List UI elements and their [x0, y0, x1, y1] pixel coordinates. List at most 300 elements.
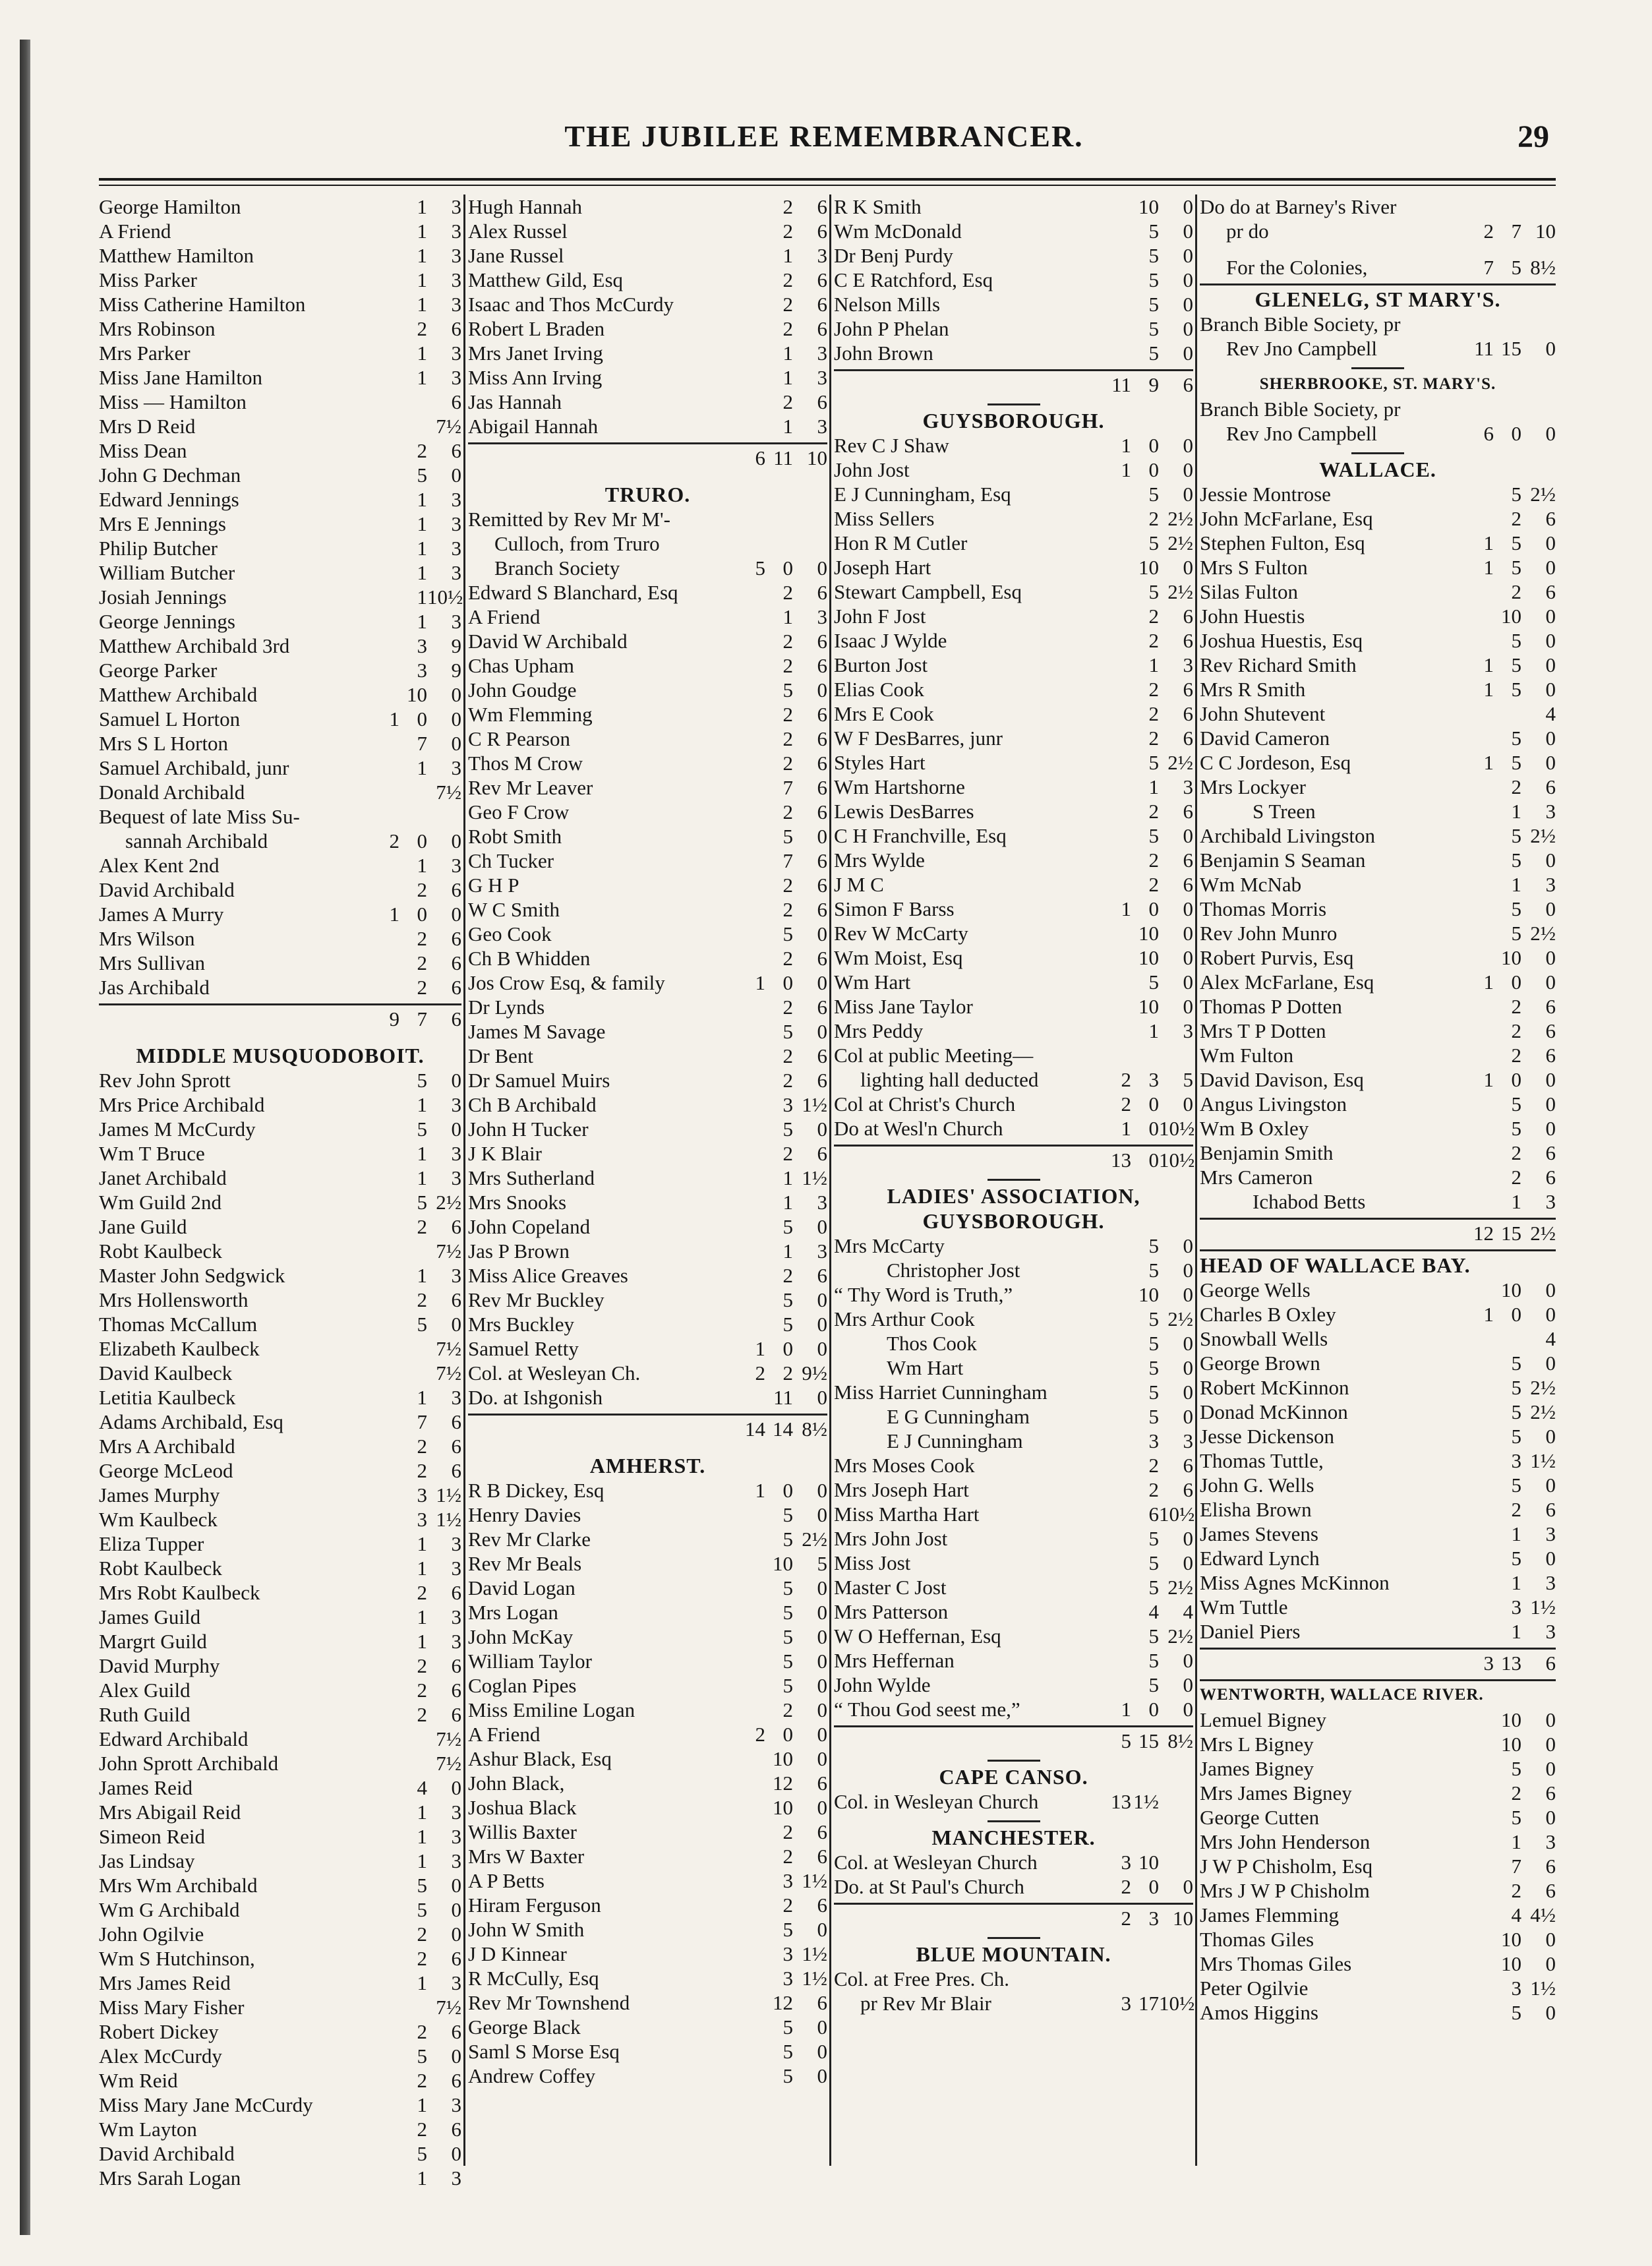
- pence-value: 2½: [436, 1191, 461, 1214]
- shillings-value: 2: [417, 317, 427, 340]
- pence-value: 3: [451, 488, 461, 511]
- shillings-value: 5: [782, 678, 793, 701]
- pence-value: 7½: [436, 1727, 461, 1750]
- subscriber-name: Amos Higgins: [1200, 2001, 1318, 2024]
- shillings-value: 5: [1511, 256, 1521, 279]
- spacer: [468, 1441, 827, 1453]
- shillings-value: 0: [1511, 422, 1521, 445]
- subscriber-name: Joshua Huestis, Esq: [1200, 629, 1363, 652]
- subscriber-name: William Taylor: [468, 1650, 592, 1673]
- subscriber-name: Dr Lynds: [468, 996, 545, 1019]
- shillings-value: 2: [417, 1654, 427, 1677]
- pounds-value: 1: [1483, 1068, 1494, 1091]
- shillings-value: 5: [1148, 342, 1159, 365]
- shillings-value: 5: [782, 2040, 793, 2063]
- shillings-value: 5: [1148, 1625, 1159, 1648]
- pounds-value: 2: [1483, 220, 1494, 243]
- pence-value: 3: [817, 244, 827, 267]
- subscriber-row: [834, 316, 1193, 341]
- subscriber-name: Rev John Munro: [1200, 922, 1338, 945]
- subscriber-name: R B Dickey, Esq: [468, 1479, 605, 1502]
- subscriber-row: [99, 634, 461, 658]
- shillings-value: 1: [417, 1386, 427, 1409]
- subscriber-row: [99, 1483, 461, 1507]
- subscriber-row: [834, 775, 1193, 799]
- total-rule: [468, 1414, 827, 1416]
- subscriber-name: Coglan Pipes: [468, 1674, 577, 1697]
- shillings-value: 0: [782, 971, 793, 994]
- subscriber-row: [1200, 312, 1556, 336]
- pence-value: 6: [451, 1459, 461, 1482]
- shillings-value: 0: [1511, 970, 1521, 994]
- subscriber-name: Hiram Ferguson: [468, 1893, 601, 1917]
- subscriber-row: [99, 1507, 461, 1532]
- pence-value: 2½: [1167, 1307, 1193, 1330]
- subscriber-row: [468, 2039, 827, 2064]
- subscriber-name: Ch Tucker: [468, 849, 554, 872]
- shillings-value: 2: [1511, 995, 1521, 1018]
- shillings-value: 1: [417, 342, 427, 365]
- subscriber-name: Miss Catherine Hamilton: [99, 293, 306, 316]
- pence-value: 2½: [1167, 751, 1193, 774]
- subscriber-row: [99, 1849, 461, 1873]
- subscriber-name: Simon F Barss: [834, 897, 955, 920]
- shillings-value: 2: [782, 268, 793, 291]
- total-rule: [834, 369, 1193, 371]
- subscriber-name: Wm S Hutchinson,: [99, 1947, 255, 1970]
- pence-value: 3: [451, 1093, 461, 1116]
- pence-value: 1½: [436, 1508, 461, 1531]
- subscriber-row: [99, 560, 461, 585]
- total-rule: [834, 1903, 1193, 1905]
- shillings-value: 5: [1511, 897, 1521, 920]
- pence-value: 6: [451, 317, 461, 340]
- pence-value: 10½: [1159, 1992, 1195, 2015]
- shillings-value: 2: [1511, 1498, 1521, 1521]
- subscriber-row: [468, 1795, 827, 1820]
- pence-value: 0: [1183, 922, 1193, 945]
- subscriber-row: [468, 727, 827, 751]
- subscriber-name: Jessie Montrose: [1200, 483, 1331, 506]
- subscriber-name: George Parker: [99, 659, 218, 682]
- subscriber-row: [834, 1331, 1193, 1356]
- subscriber-name: George Jennings: [99, 610, 235, 633]
- shillings-value: 4: [1511, 1903, 1521, 1926]
- shillings-value: 5: [782, 1503, 793, 1526]
- subscriber-name: C H Franchville, Esq: [834, 824, 1007, 847]
- shillings-value: 1: [1511, 1571, 1521, 1594]
- shillings-value: 5: [1511, 1425, 1521, 1448]
- shillings-value: 5: [417, 1069, 427, 1092]
- subscriber-row: [834, 1356, 1193, 1380]
- pence-value: 0: [1183, 556, 1193, 579]
- shillings-value: 5: [1511, 678, 1521, 701]
- pence-value: 0: [817, 1479, 827, 1502]
- pence-value: 0: [1183, 1381, 1193, 1404]
- pence-value: 1½: [1530, 1449, 1556, 1472]
- subscriber-row: [468, 629, 827, 653]
- subscriber-name: Robert McKinnon: [1200, 1376, 1349, 1399]
- shillings-value: 1: [417, 1605, 427, 1628]
- subscriber-name: W O Heffernan, Esq: [834, 1625, 1001, 1648]
- shillings-value: 10: [1138, 946, 1159, 969]
- subscriber-row: [468, 507, 827, 531]
- shillings-value: 17: [1138, 1992, 1159, 2015]
- subscriber-row: [834, 628, 1193, 653]
- pounds-value: 2: [389, 829, 399, 852]
- shillings-value: 2: [782, 1264, 793, 1287]
- subscriber-row: [468, 414, 827, 438]
- section-rule: [988, 1937, 1040, 1939]
- total-row: [1200, 1221, 1556, 1245]
- subscriber-row: [834, 1116, 1193, 1141]
- subscriber-name: Rev C J Shaw: [834, 434, 949, 457]
- section-heading: HEAD OF WALLACE BAY.: [1200, 1253, 1471, 1277]
- subscriber-row: [1200, 1878, 1556, 1903]
- subscriber-name: C C Jordeson, Esq: [1200, 751, 1351, 774]
- subscriber-row: [834, 1967, 1193, 1991]
- subscriber-name: Thos M Crow: [468, 752, 583, 775]
- shillings-value: 2: [417, 1435, 427, 1458]
- subscriber-name: Alex Guild: [99, 1679, 191, 1702]
- pence-value: 0: [1183, 1405, 1193, 1428]
- pence-value: 9: [451, 659, 461, 682]
- pence-value: 6: [1183, 800, 1193, 823]
- subscriber-row: [834, 1282, 1193, 1307]
- subscriber-row: [1200, 1805, 1556, 1830]
- shillings-value: 2: [782, 1845, 793, 1868]
- shillings-value: 10: [1501, 1708, 1521, 1731]
- pence-value: 6: [451, 2069, 461, 2092]
- shillings-value: 5: [1148, 1356, 1159, 1379]
- shillings-value: 5: [1511, 751, 1521, 774]
- pounds-value: 1: [755, 971, 765, 994]
- subscriber-name: David Davison, Esq: [1200, 1068, 1364, 1091]
- pence-value: 0: [1183, 268, 1193, 291]
- shillings-value: 1: [417, 488, 427, 511]
- subscriber-name: James Reid: [99, 1776, 193, 1799]
- subscriber-row: [834, 1477, 1193, 1502]
- pence-value: 7½: [436, 1337, 461, 1360]
- shillings-value: 5: [1511, 727, 1521, 750]
- subscriber-name: J D Kinnear: [468, 1942, 567, 1965]
- subscriber-name: George Brown: [1200, 1352, 1320, 1375]
- pence-value: 0: [817, 1723, 827, 1746]
- subscriber-name: Wm Kaulbeck: [99, 1508, 218, 1531]
- subscriber-row: [1200, 1522, 1556, 1546]
- shillings-value: 5: [1511, 483, 1521, 506]
- subscriber-row: [834, 341, 1193, 365]
- column-1: [99, 194, 463, 2190]
- shillings-value: 2: [782, 947, 793, 970]
- pence-value: 0: [1183, 220, 1193, 243]
- subscriber-name: David Archibald: [99, 2142, 235, 2165]
- subscriber-row: [99, 926, 461, 951]
- shillings-value: 5: [1511, 1092, 1521, 1116]
- shillings-value: 2: [417, 2118, 427, 2141]
- subscriber-row: [99, 536, 461, 560]
- subscriber-row: [468, 292, 827, 316]
- subscriber-name: Alex McFarlane, Esq: [1200, 970, 1374, 994]
- pence-value: 3: [1545, 1190, 1556, 1213]
- subscriber-row: [99, 902, 461, 926]
- subscriber-name: Eliza Tupper: [99, 1532, 204, 1555]
- pence-value: 6: [817, 776, 827, 799]
- subscriber-row: [468, 995, 827, 1019]
- subscriber-row: [1200, 872, 1556, 897]
- subscriber-row: [1200, 604, 1556, 628]
- subscriber-row: [1200, 994, 1556, 1019]
- pence-value: 0: [451, 1898, 461, 1921]
- shillings-value: 5: [1148, 1673, 1159, 1696]
- pence-value: 2½: [1167, 1625, 1193, 1648]
- pence-value: 0: [451, 2044, 461, 2068]
- shillings-value: 10: [1138, 1283, 1159, 1306]
- subscriber-row: [99, 1410, 461, 1434]
- shillings-value: 7: [1511, 220, 1521, 243]
- subscriber-name: Wm Hart: [887, 1356, 964, 1379]
- subscriber-row: [99, 609, 461, 634]
- subscriber-row: [834, 1429, 1193, 1453]
- pence-value: 0: [1183, 1356, 1193, 1379]
- section-rule: [988, 1760, 1040, 1762]
- shillings-value: 2: [417, 878, 427, 901]
- shillings-value: 5: [1511, 1547, 1521, 1570]
- shillings-value: 1: [417, 2166, 427, 2190]
- shillings-value: 1: [782, 244, 793, 267]
- subscriber-row: [834, 555, 1193, 580]
- subscriber-row: [99, 878, 461, 902]
- pence-value: 0: [1183, 1875, 1193, 1898]
- subscriber-name: Thomas Morris: [1200, 897, 1327, 920]
- subscriber-row: [99, 804, 461, 829]
- pence-value: 3: [1545, 1522, 1556, 1545]
- shillings-value: 2: [1511, 775, 1521, 798]
- pence-value: 0: [1545, 531, 1556, 554]
- subscriber-row: [834, 506, 1193, 531]
- subscriber-row: [99, 1654, 461, 1678]
- pence-value: 3: [451, 1849, 461, 1872]
- shillings-value: 5: [1511, 824, 1521, 847]
- pounds-value: 6: [1483, 422, 1494, 445]
- subscriber-row: [1200, 1619, 1556, 1644]
- shillings-value: 3: [782, 1093, 793, 1116]
- subscriber-row: [834, 994, 1193, 1019]
- pence-value: 3: [451, 756, 461, 779]
- subscriber-name: C E Ratchford, Esq: [834, 268, 993, 291]
- subscriber-row: [1200, 848, 1556, 872]
- subscriber-row: [99, 341, 461, 365]
- section-heading: WALLACE.: [1319, 458, 1436, 481]
- subscriber-name: pr do: [1226, 220, 1269, 243]
- total-rule: [1200, 1648, 1556, 1650]
- shillings-value: 5: [782, 2015, 793, 2039]
- shillings-value: 5: [1511, 629, 1521, 652]
- subscriber-name: Mrs McCarty: [834, 1234, 945, 1257]
- subscriber-row: [1200, 482, 1556, 506]
- pounds-value: 3: [1483, 1652, 1494, 1675]
- subscriber-name: A Friend: [99, 220, 171, 243]
- pence-value: 3: [451, 1630, 461, 1653]
- subscriber-row: [468, 678, 827, 702]
- pence-value: 10: [1173, 1907, 1193, 1930]
- subscriber-row: [834, 433, 1193, 458]
- pence-value: 5: [817, 1552, 827, 1575]
- subscriber-row: [99, 1556, 461, 1580]
- shillings-value: 7: [417, 1410, 427, 1433]
- subscriber-row: [834, 1551, 1193, 1575]
- shillings-value: 2: [782, 874, 793, 897]
- subscriber-name: Elias Cook: [834, 678, 924, 701]
- spacer: [1200, 243, 1556, 255]
- subscriber-name: Dr Bent: [468, 1044, 534, 1067]
- subscriber-row: [1200, 653, 1556, 677]
- section-rule: [988, 403, 1040, 405]
- pence-value: 4: [1183, 1600, 1193, 1623]
- pounds-value: 9: [389, 1007, 399, 1030]
- subscriber-name: James Bigney: [1200, 1757, 1314, 1780]
- subscriber-row: [468, 1044, 827, 1068]
- shillings-value: 1: [417, 293, 427, 316]
- subscriber-name: Rev Mr Buckley: [468, 1288, 605, 1311]
- subscriber-row: [468, 1600, 827, 1625]
- shillings-value: 0: [782, 1723, 793, 1746]
- subscriber-name: Benjamin S Seaman: [1200, 849, 1366, 872]
- pence-value: 6: [817, 317, 827, 340]
- subscriber-name: Wm Tuttle: [1200, 1595, 1288, 1619]
- shillings-value: 0: [417, 829, 427, 852]
- shillings-value: 2: [1511, 1141, 1521, 1164]
- total-row: [468, 446, 827, 470]
- subscriber-name: J W P Chisholm, Esq: [1200, 1855, 1373, 1878]
- subscriber-row: [99, 1605, 461, 1629]
- column-divider: [829, 194, 831, 2166]
- pence-value: 0: [1545, 629, 1556, 652]
- pence-value: 3: [451, 1801, 461, 1824]
- pence-value: 3: [1183, 1019, 1193, 1042]
- shillings-value: 2: [782, 1698, 793, 1721]
- pence-value: 0: [1183, 483, 1193, 506]
- pounds-value: 11: [1474, 337, 1494, 360]
- pence-value: 0: [1183, 1092, 1193, 1116]
- subscriber-row: [99, 1385, 461, 1410]
- total-row: [834, 1906, 1193, 1930]
- subscriber-row: [1200, 1952, 1556, 1976]
- subscriber-name: Col. at Wesleyan Ch.: [468, 1361, 641, 1385]
- pence-value: 6: [1545, 1141, 1556, 1164]
- subscriber-row: [1200, 897, 1556, 921]
- pence-value: 1½: [1530, 1595, 1556, 1619]
- shillings-value: 2: [782, 1044, 793, 1067]
- subscriber-name: Mrs D Reid: [99, 415, 196, 438]
- subscriber-row: [834, 848, 1193, 872]
- pence-value: 6: [1183, 702, 1193, 725]
- subscriber-row: [834, 1307, 1193, 1331]
- shillings-value: 2: [417, 2020, 427, 2043]
- shillings-value: 1: [417, 2093, 427, 2116]
- subscriber-row: [1200, 1067, 1556, 1092]
- subscriber-name: Mrs Joseph Hart: [834, 1478, 969, 1501]
- shillings-value: 5: [782, 1118, 793, 1141]
- subscriber-row: [1200, 1116, 1556, 1141]
- shillings-value: 2: [782, 390, 793, 413]
- shillings-value: 3: [782, 1942, 793, 1965]
- subscriber-row: [1200, 945, 1556, 970]
- subscriber-row: [1200, 1448, 1556, 1473]
- subscriber-name: Miss Jane Taylor: [834, 995, 973, 1018]
- subscriber-row: [834, 1019, 1193, 1043]
- subscriber-name: Do at Wesl'n Church: [834, 1117, 1003, 1140]
- subscriber-name: Christopher Jost: [887, 1259, 1020, 1282]
- subscriber-row: [834, 872, 1193, 897]
- subscriber-row: [468, 1190, 827, 1214]
- pence-value: 10½: [427, 585, 463, 609]
- shillings-value: 0: [782, 1337, 793, 1360]
- subscriber-name: Mrs Sutherland: [468, 1166, 595, 1189]
- subscriber-name: Robt Kaulbeck: [99, 1557, 222, 1580]
- total-row: [834, 1148, 1193, 1172]
- subscriber-name: E J Cunningham: [887, 1429, 1023, 1452]
- shillings-value: 5: [417, 1118, 427, 1141]
- shillings-value: 1: [782, 1191, 793, 1214]
- pence-value: 0: [451, 1874, 461, 1897]
- shillings-value: 5: [1148, 1234, 1159, 1257]
- pence-value: 2½: [1530, 1376, 1556, 1399]
- subscriber-name: John Huestis: [1200, 605, 1305, 628]
- pence-value: 0: [1183, 1673, 1193, 1696]
- subscriber-name: John Shutevent: [1200, 702, 1326, 725]
- subscriber-name: Mrs Peddy: [834, 1019, 924, 1042]
- pence-value: 6: [1545, 1855, 1556, 1878]
- pence-value: 10: [1535, 220, 1556, 243]
- shillings-value: 1: [417, 610, 427, 633]
- pence-value: 10½: [1159, 1148, 1195, 1172]
- pounds-value: 2: [755, 1723, 765, 1746]
- subscriber-row: [1200, 1927, 1556, 1952]
- subscriber-name: Rev Mr Beals: [468, 1552, 582, 1575]
- subscriber-name: Mrs Patterson: [834, 1600, 949, 1623]
- subscriber-name: Hugh Hannah: [468, 195, 583, 218]
- subscriber-name: Rev John Sprott: [99, 1069, 231, 1092]
- subscriber-name: Mrs E Jennings: [99, 512, 226, 535]
- total-row: [99, 1007, 461, 1031]
- shillings-value: 7: [1511, 1855, 1521, 1878]
- subscriber-name: Wm Guild 2nd: [99, 1191, 221, 1214]
- shillings-value: 5: [782, 825, 793, 848]
- subscriber-row: [468, 2015, 827, 2039]
- subscriber-row: [99, 951, 461, 975]
- shillings-value: 2: [1148, 1478, 1159, 1501]
- subscriber-name: James M McCurdy: [99, 1118, 256, 1141]
- pence-value: 10: [807, 446, 827, 469]
- subscriber-name: Wm Flemming: [468, 703, 593, 726]
- column-divider: [1195, 194, 1197, 2166]
- pence-value: 0: [817, 1215, 827, 1238]
- pence-value: 3: [1545, 873, 1556, 896]
- subscriber-row: [468, 1771, 827, 1795]
- total-row: [834, 373, 1193, 397]
- shillings-value: 1: [1148, 1019, 1159, 1042]
- subscriber-name: Branch Bible Society, pr: [1200, 313, 1401, 336]
- pence-value: 6: [451, 1947, 461, 1970]
- pence-value: 2½: [1167, 1576, 1193, 1599]
- shillings-value: 15: [1501, 337, 1521, 360]
- subscriber-row: [468, 1625, 827, 1649]
- subscriber-name: Philip Butcher: [99, 537, 218, 560]
- subscriber-name: Chas Upham: [468, 654, 575, 677]
- pence-value: 3: [817, 415, 827, 438]
- subscriber-name: Jane Guild: [99, 1215, 187, 1238]
